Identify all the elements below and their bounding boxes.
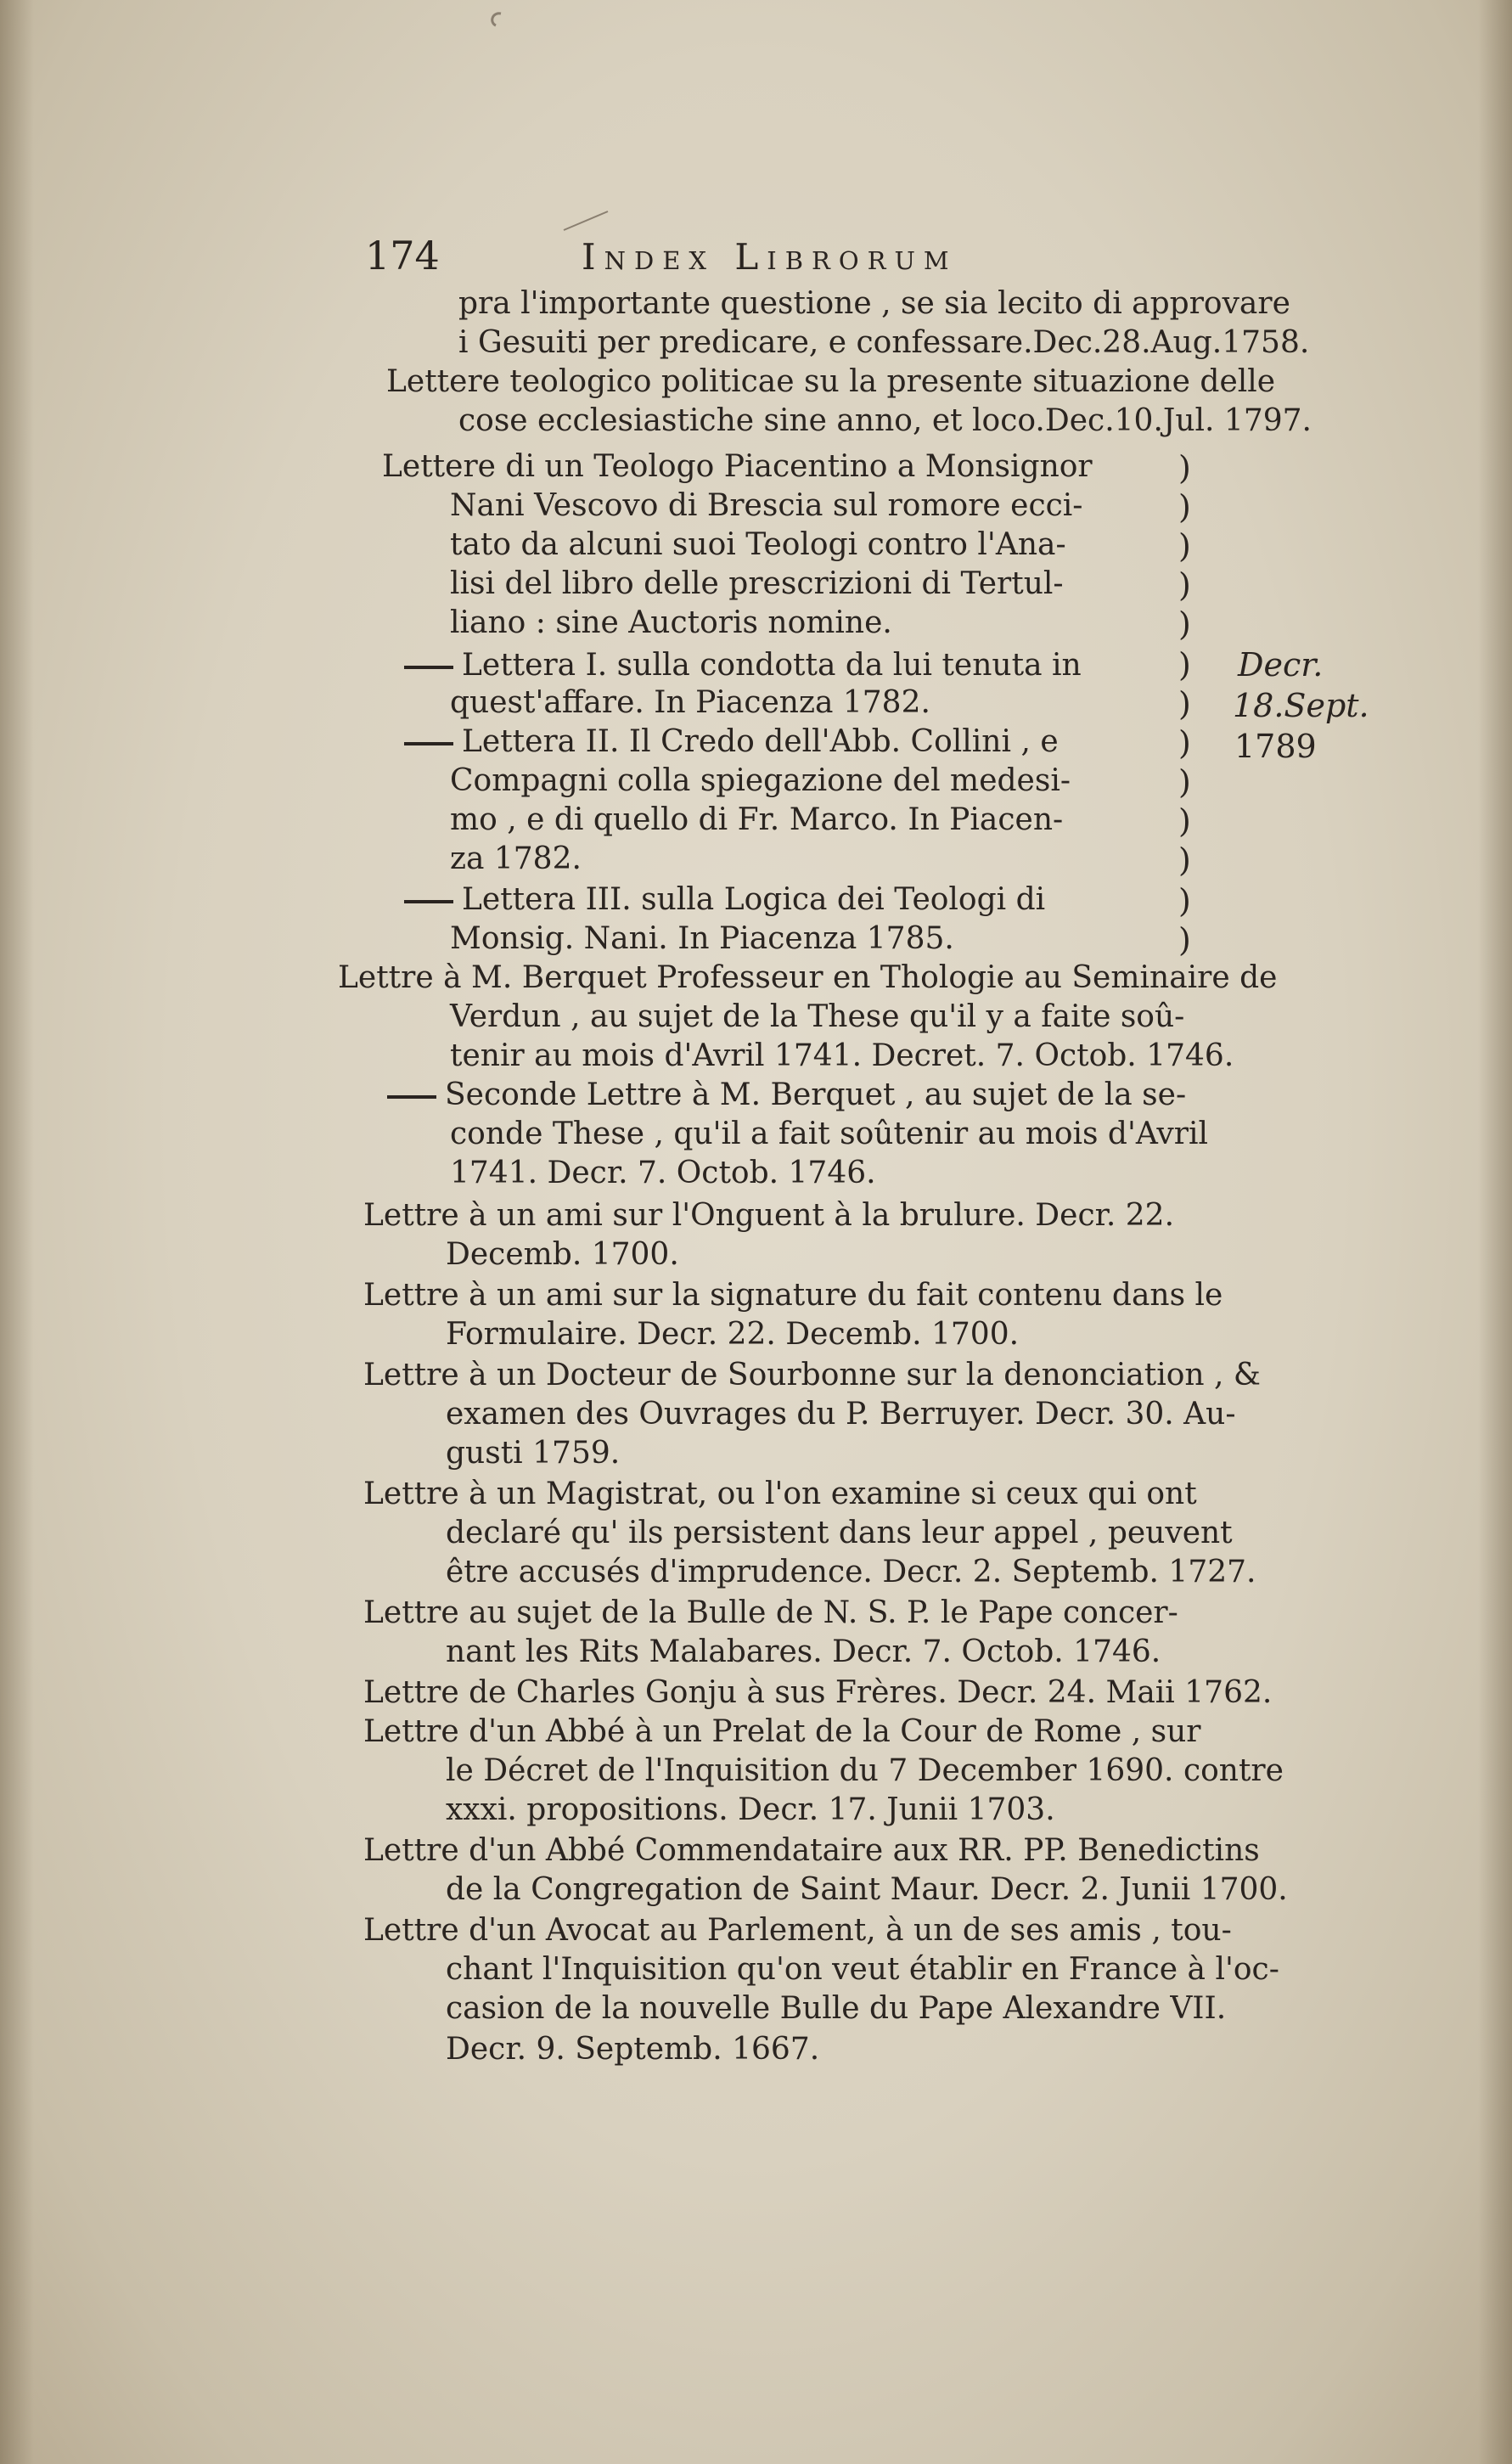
side-decree: Decr. [1238, 646, 1324, 684]
brace: ) [1178, 449, 1191, 487]
text-line: Lettere teologico politicae su la presente situazione delle [386, 364, 1276, 399]
text-line: être accusés d'imprudence. Decr. 2. Septemb. 1727. [446, 1555, 1256, 1589]
brace: ) [1178, 921, 1191, 959]
text-line: nant les Rits Malabares. Decr. 7. Octob. 1746. [446, 1634, 1161, 1669]
text-line: Lettre à un ami sur l'Onguent à la brulure. Decr. 22. [363, 1198, 1175, 1233]
text-line: Lettera III. sulla Logica dei Teologi di [404, 885, 1045, 915]
repeat-dash [404, 666, 453, 669]
brace: ) [1178, 488, 1191, 526]
text-line: conde These , qu'il a fait soûtenir au mois d'Avril [450, 1117, 1208, 1151]
text-line: Seconde Lettre à M. Berquet , au sujet de la se- [387, 1080, 1186, 1111]
text-line: mo , e di quello di Fr. Marco. In Piacen- [450, 802, 1064, 837]
stray-mark [484, 7, 509, 41]
repeat-dash [404, 900, 453, 903]
running-title: Index Librorum [582, 236, 958, 278]
text-line: i Gesuiti per predicare, e confessare.Dec.28.Aug.1758. [458, 325, 1310, 360]
text-line: 1741. Decr. 7. Octob. 1746. [450, 1156, 876, 1190]
text-line: casion de la nouvelle Bulle du Pape Alexandre VII. [446, 1991, 1227, 2026]
brace: ) [1178, 802, 1191, 840]
brace: ) [1178, 763, 1191, 801]
text-line: cose ecclesiastiche sine anno, et loco.Dec.10.Jul. 1797. [458, 403, 1312, 438]
text-line: Monsig. Nani. In Piacenza 1785. [450, 921, 954, 956]
text-line: Formulaire. Decr. 22. Decemb. 1700. [446, 1317, 1020, 1352]
text-line: chant l'Inquisition qu'on veut établir en France à l'oc- [446, 1952, 1279, 1987]
text-line: gusti 1759. [446, 1436, 621, 1471]
text-line: Nani Vescovo di Brescia sul romore ecci- [450, 488, 1083, 523]
text-line: Lettre à un Docteur de Sourbonne sur la denonciation , & [363, 1358, 1261, 1392]
text-line: Verdun , au sujet de la These qu'il y a faite soû- [450, 999, 1185, 1034]
text-line: pra l'importante questione , se sia lecito di approvare [458, 286, 1290, 321]
side-year: 1789 [1234, 728, 1317, 765]
text-line: tato da alcuni suoi Teologi contro l'Ana- [450, 527, 1066, 562]
text-line: de la Congregation de Saint Maur. Decr. 2. Junii 1700. [446, 1872, 1288, 1907]
stray-stroke [560, 208, 611, 233]
brace: ) [1178, 841, 1191, 879]
page-edge-shadow-right [1478, 0, 1512, 2464]
text-line: Lettere di un Teologo Piacentino a Monsignor [382, 449, 1093, 484]
brace: ) [1178, 566, 1191, 604]
text-line: Decr. 9. Septemb. 1667. [446, 2032, 820, 2067]
brace: ) [1178, 685, 1191, 723]
side-date: 18.Sept. [1233, 687, 1369, 724]
text-line: Lettera I. sulla condotta da lui tenuta in [404, 650, 1082, 681]
text-line: le Décret de l'Inquisition du 7 December 1690. contre [446, 1753, 1284, 1788]
text-line: Lettre à M. Berquet Professeur en Thologie au Seminaire de [338, 960, 1278, 995]
text-line: Decemb. 1700. [446, 1237, 679, 1272]
brace: ) [1178, 605, 1191, 643]
text-line: Lettre au sujet de la Bulle de N. S. P. le Pape concer- [363, 1595, 1178, 1630]
text-line: za 1782. [450, 841, 582, 876]
page-edge-shadow-left [0, 0, 34, 2464]
text-line: lisi del libro delle prescrizioni di Tertul- [450, 566, 1064, 601]
brace: ) [1178, 724, 1191, 762]
text-line: xxxi. propositions. Decr. 17. Junii 1703. [446, 1792, 1055, 1827]
text-line: tenir au mois d'Avril 1741. Decret. 7. Octob. 1746. [450, 1038, 1234, 1073]
text-line: Lettre d'un Abbé Commendataire aux RR. PP. Benedictins [363, 1833, 1260, 1868]
text-line: Lettre d'un Avocat au Parlement, à un de ses amis , tou- [363, 1913, 1232, 1948]
text-line: Lettre à un Magistrat, ou l'on examine si ceux qui ont [363, 1477, 1197, 1511]
text-line: Compagni colla spiegazione del medesi- [450, 763, 1071, 798]
text-line: liano : sine Auctoris nomine. [450, 605, 892, 640]
brace: ) [1178, 527, 1191, 565]
text-line: quest'affare. In Piacenza 1782. [450, 685, 930, 720]
text-line: Lettera II. Il Credo dell'Abb. Collini , e [404, 727, 1059, 757]
brace: ) [1178, 882, 1191, 920]
page-number: 174 [365, 233, 440, 278]
text-line: Lettre à un ami sur la signature du fait contenu dans le [363, 1278, 1223, 1313]
brace: ) [1178, 646, 1191, 684]
text-line: declaré qu' ils persistent dans leur appel , peuvent [446, 1516, 1233, 1550]
text-line: Lettre d'un Abbé à un Prelat de la Cour de Rome , sur [363, 1714, 1201, 1749]
text-line: Lettre de Charles Gonju à sus Frères. Decr. 24. Maii 1762. [363, 1675, 1273, 1710]
repeat-dash [387, 1095, 436, 1099]
text-line: examen des Ouvrages du P. Berruyer. Decr. 30. Au- [446, 1397, 1236, 1432]
repeat-dash [404, 742, 453, 745]
